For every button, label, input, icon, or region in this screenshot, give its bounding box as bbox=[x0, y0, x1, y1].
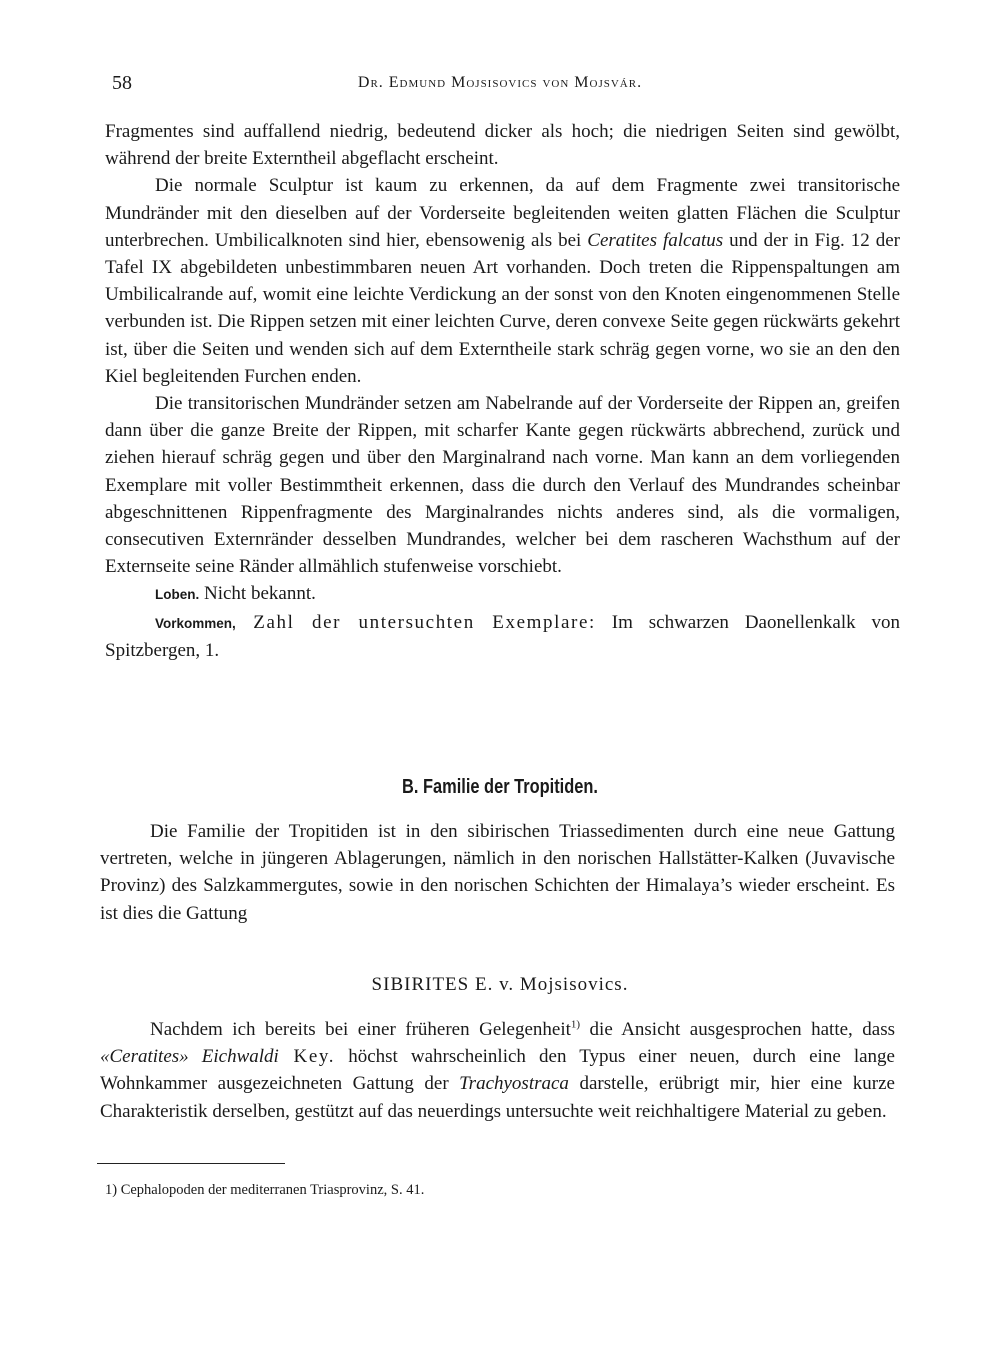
section-heading: B. Familie der Tropitiden. bbox=[402, 776, 598, 798]
genus-text bbox=[100, 1016, 895, 1125]
paragraph-sculpture bbox=[105, 172, 900, 390]
page-number: 58 bbox=[112, 72, 132, 94]
running-head: Dr. Edmund Mojsisovics von Mojsvár. bbox=[357, 74, 643, 91]
paragraph-continuation: Fragmentes sind auffallend niedrig, bedeutend dicker als hoch; die niedrigen Seiten sind gewölbt, während der breite Externtheil abgeflacht erscheint. bbox=[105, 121, 900, 170]
paragraph-text: höchst wahrscheinlich den Typus einer neuen, durch eine lange Wohnkammer ausgezeichneten Gattung der bbox=[100, 1046, 895, 1095]
genus-heading: SIBIRITES E. v. Mojsisovics. bbox=[371, 974, 629, 995]
vorkommen-label: Vorkommen, bbox=[155, 615, 236, 631]
paragraph-text: die Ansicht ausgesprochen hatte, dass bbox=[580, 1019, 895, 1040]
paragraph-vorkommen bbox=[105, 609, 900, 664]
page-header bbox=[100, 72, 900, 102]
paragraph-sibirites bbox=[100, 1016, 895, 1125]
species-name: Ceratites falcatus bbox=[587, 229, 724, 251]
paragraph-tropitiden: Die Familie der Tropitiden ist in den sibirischen Triassedimenten durch eine neue Gattung vertreten, welche in jüngeren Ablagerungen, nämlich in den norischen Hallstätter-Kalken (Juvavische Provinz) des Salzkammergutes, sowie in den norischen Schichten der Himalaya’s wieder erscheint. Es ist dies die Gattung bbox=[100, 821, 895, 924]
footnote-reference: 1) bbox=[570, 1018, 581, 1031]
main-text bbox=[105, 118, 900, 664]
loben-label: Loben. bbox=[155, 587, 200, 603]
footnote: 1) Cephalopoden der mediterranen Triasprovinz, S. 41. bbox=[105, 1182, 425, 1198]
author-abbreviation: Key. bbox=[278, 1046, 336, 1068]
paragraph-text: darstelle, erübrigt mir, hier eine kurze Charakteristik derselben, gestützt auf das neuerdings untersuchte weit reichhaltigere Material zu geben. bbox=[100, 1073, 895, 1122]
vorkommen-spaced-text: Zahl der untersuchten Exemplare: bbox=[235, 611, 596, 633]
paragraph-mouth-margins: Die transitorischen Mundränder setzen am Nabelrande auf der Vorderseite der Rippen an, greifen dann über die ganze Breite der Rippen, mit scharfer Kante gegen rückwärts abbrechend, zurück und ziehen hierauf schräg gegen und über den Marginalrand nach vorne. Man kann an dem vorliegenden Exemplare mit voller Bestimmtheit erkennen, dass die durch den Verlauf des Mundrandes scheinbar abgeschnittenen Rippenfragmente des Marginalrandes nichts anderes sind, als die vormaligen, consecutiven Externränder desselben Mundrandes, welcher bei dem rascheren Wachsthum auf der Externseite seine Ränder allmählich stufenweise vorschiebt. bbox=[105, 393, 900, 578]
paragraph-loben bbox=[105, 580, 900, 608]
paragraph-text: und der in Fig. 12 der Tafel IX abgebildeten unbestimmbaren neuen Art vorhanden. Doch treten die Rippenspaltungen am Umbilicalrande auf, womit eine leichte Verdickung an der sonst von den Knoten eingenommenen Stelle verbunden ist. Die Rippen setzen mit einer leichten Curve, deren convexe Seite gegen rückwärts gekehrt ist, über die Seiten und wenden sich auf dem Externtheile stark schräg gegen vorne, wo sie an den den Kiel begleitenden Furchen enden. bbox=[105, 229, 900, 387]
paragraph-text: Nachdem ich bereits bei einer früheren Gelegenheit bbox=[150, 1019, 571, 1040]
taxon-name: Trachyostraca bbox=[459, 1073, 569, 1095]
vorkommen-text: Im schwarzen Daonellenkalk von Spitzbergen, 1. bbox=[105, 611, 901, 661]
paragraph-text: Die normale Sculptur ist kaum zu erkennen, da auf dem Fragmente zwei transitorische Mundränder mit den dieselben auf der Vorderseite begleitenden weiten glatten Flächen die Sculptur unterbrechen. Umbilicalknoten sind hier, ebensowenig als bei bbox=[105, 175, 900, 251]
section-text bbox=[100, 818, 895, 927]
footnote-divider bbox=[97, 1163, 285, 1164]
species-name: «Ceratites» Eichwaldi bbox=[100, 1046, 279, 1068]
loben-text: Nicht bekannt. bbox=[199, 583, 316, 605]
